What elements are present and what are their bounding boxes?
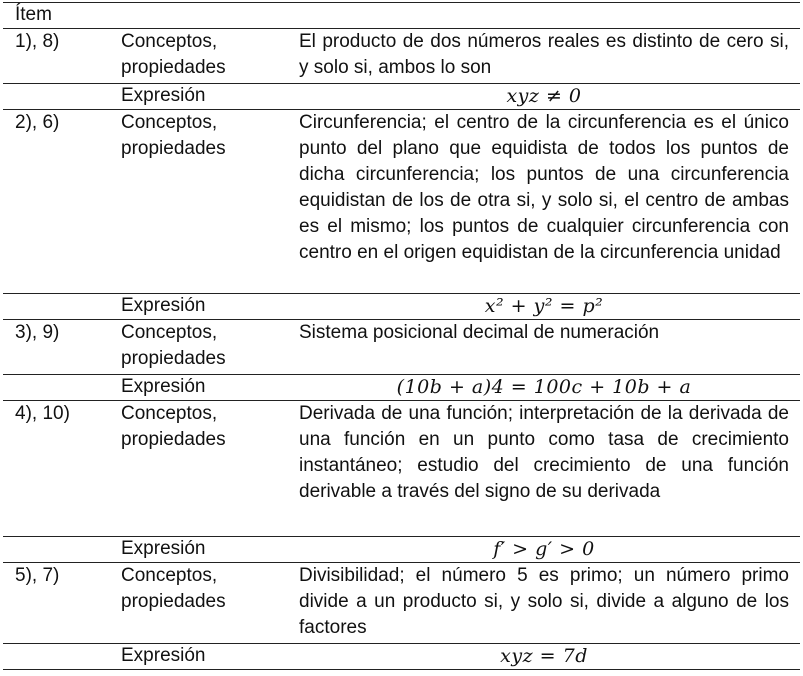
- expression-label: Expresión: [121, 538, 206, 559]
- concepts-label-line1: Conceptos,: [121, 403, 218, 424]
- concepts-text: Sistema posicional decimal de numeración: [299, 322, 660, 343]
- table-row: [3, 375, 800, 401]
- concepts-label: [121, 320, 291, 372]
- expression-label: Expresión: [121, 85, 206, 106]
- concepts-label-line2: propiedades: [121, 138, 226, 159]
- expression-label: Expresión: [121, 295, 206, 316]
- concepts-label-line1: Conceptos,: [121, 565, 218, 586]
- item-number: 4), 10): [15, 403, 70, 424]
- concepts-label-line1: Conceptos,: [121, 322, 218, 343]
- item-number: 3), 9): [15, 322, 60, 343]
- concepts-label: [121, 29, 291, 81]
- concepts-label-line1: Conceptos,: [121, 31, 218, 52]
- concepts-label-line2: propiedades: [121, 348, 226, 369]
- item-number: 2), 6): [15, 112, 60, 133]
- table-row: [3, 110, 800, 294]
- table-header-row: [3, 3, 800, 29]
- concepts-table: [3, 2, 800, 670]
- concepts-label-line1: Conceptos,: [121, 112, 218, 133]
- table-row: [3, 563, 800, 644]
- concepts-text: Circunferencia; el centro de la circunferencia es el único punto del plano que equidista de todos los puntos de dicha circunferencia; los puntos de una circunferencia equidistan de los de otra si, y solo si, el centro de ambas es el mismo; los puntos de cualquier circunferencia con centro en el origen equidistan de la circunferencia unidad: [299, 112, 789, 263]
- item-column-header: Ítem: [15, 4, 52, 25]
- expression-formula: (10b + a)4 = 100c + 10b + a: [396, 376, 692, 398]
- item-number: 1), 8): [15, 31, 60, 52]
- item-number: 5), 7): [15, 565, 60, 586]
- table-row: [3, 401, 800, 537]
- expression-formula: xyz ≠ 0: [506, 85, 582, 107]
- concepts-label: [121, 563, 291, 615]
- concepts-text: El producto de dos números reales es distinto de cero si, y solo si, ambos lo son: [299, 31, 789, 78]
- table-row: [3, 294, 800, 320]
- expression-formula: x² + y² = p²: [484, 295, 604, 317]
- expression-formula: xyz = 7d: [500, 645, 588, 667]
- expression-label: Expresión: [121, 645, 206, 666]
- expression-label: Expresión: [121, 376, 206, 397]
- concepts-text: Divisibilidad; el número 5 es primo; un número primo divide a un producto si, y solo si, divide a alguno de los factores: [299, 565, 789, 638]
- expression-formula: f′ > g′ > 0: [493, 538, 595, 560]
- concepts-label-line2: propiedades: [121, 57, 226, 78]
- concepts-label: [121, 110, 291, 162]
- table-row: [3, 84, 800, 110]
- table-row: [3, 320, 800, 375]
- table-row: [3, 29, 800, 84]
- table-row: [3, 537, 800, 563]
- concepts-label-line2: propiedades: [121, 591, 226, 612]
- concepts-label-line2: propiedades: [121, 429, 226, 450]
- concepts-text: Derivada de una función; interpretación de la derivada de una función en un punto como tasa de crecimiento instantáneo; estudio del crecimiento de una función derivable a través del signo de su derivada: [299, 403, 789, 502]
- table-row: [3, 644, 800, 669]
- concepts-label: [121, 401, 291, 453]
